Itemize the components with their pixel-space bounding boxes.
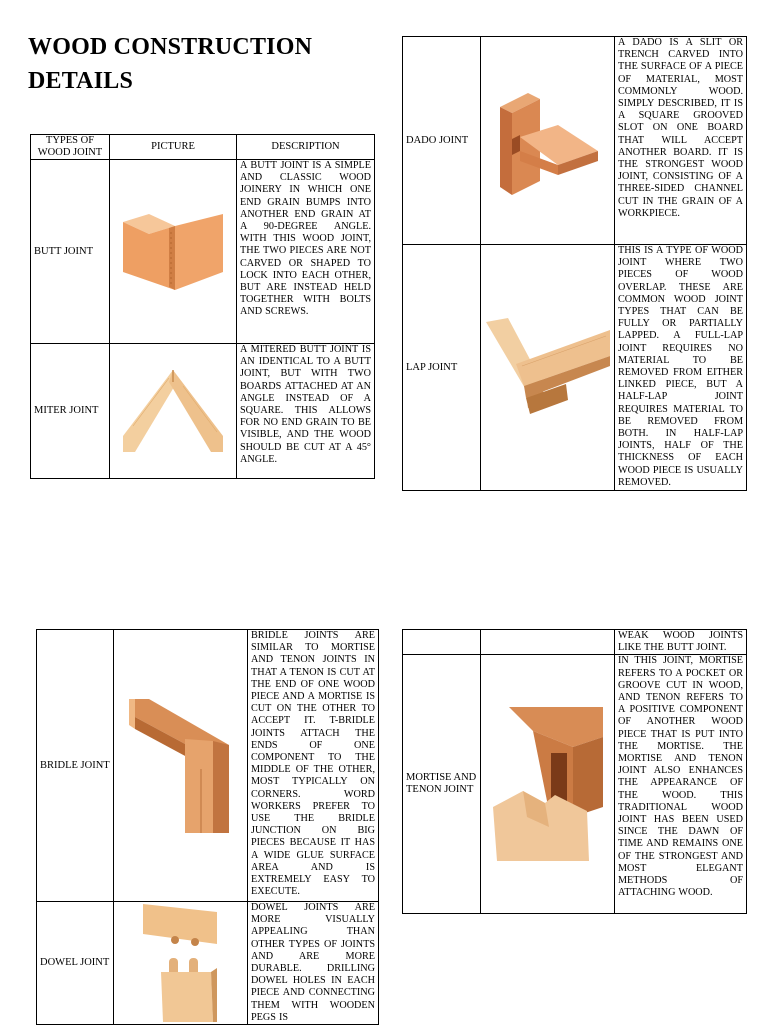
dowel-joint-picture (114, 902, 248, 1025)
bridle-joint-description: BRIDLE JOINTS ARE SIMILAR TO MORTISE AND TENON JOINTS IN THAT A TENON IS CUT AT THE END OF ONE WOOD PIECE AND A MORTISE IS CUT ON THE OTHER TO ACCEPT IT. T-BRIDLE JOINTS ATTACH THE ENDS OF ONE COMPONENT TO THE MIDDLE OF THE OTHER, MOST TYPICALLY ON CORNERS. WORD WORKERS PREFER TO USE THE BRIDLE JUNCTION ON BIG PIECES BECAUSE IT HAS A WIDE GLUE SURFACE AREA AND IS EXTREMELY EASY TO EXECUTE. (248, 630, 379, 902)
dowel-joint-illustration (141, 904, 221, 1022)
miter-joint-name: MITER JOINT (31, 344, 110, 479)
butt-joint-illustration (119, 212, 227, 292)
table-row (37, 902, 379, 1025)
butt-joint-description: A BUTT JOINT IS A SIMPLE AND CLASSIC WOOD JOINERY IN WHICH ONE END GRAIN BUMPS INTO ANOTHER END GRAIN AT A 90-DEGREE ANGLE. WITH THIS WOOD JOINT, THE TWO PIECES ARE NOT CARVED OR SHAPED TO LOCK INTO EACH OTHER, BUT ARE INSTEAD HELD TOGETHER WITH BOLTS AND SCREWS. (237, 160, 375, 344)
mortise-joint-name: MORTISE AND TENON JOINT (403, 655, 481, 914)
header-description: DESCRIPTION (237, 135, 375, 160)
bridle-joint-name: BRIDLE JOINT (37, 630, 114, 902)
continuation-picture-cell (481, 630, 615, 655)
miter-joint-illustration (123, 366, 223, 456)
dowel-joint-name: DOWEL JOINT (37, 902, 114, 1025)
table-row (31, 160, 375, 344)
table-row (403, 37, 747, 245)
butt-joint-picture (110, 160, 237, 344)
dado-joint-illustration (498, 87, 598, 195)
mortise-tenon-illustration (493, 707, 603, 861)
dowel-joint-description: DOWEL JOINTS ARE MORE VISUALLY APPEALING THAN OTHER TYPES OF JOINTS AND ARE MORE DURABLE. DRILLING DOWEL HOLES IN EACH PIECE AND CONNECTING THEM WITH WOODEN PEGS IS (248, 902, 379, 1025)
joint-table-4 (402, 629, 747, 914)
mortise-joint-picture (481, 655, 615, 914)
lap-joint-name: LAP JOINT (403, 245, 481, 491)
mortise-joint-description: IN THIS JOINT, MORTISE REFERS TO A POCKET OR GROOVE CUT IN WOOD, AND TENON REFERS TO A POSITIVE COMPONENT OF ANOTHER WOOD PIECE THAT IS PUT INTO THE MORTISE. THE MORTISE AND TENON JOINT ALSO ENHANCES THE APPEARANCE OF THE WOOD. THIS TRADITIONAL WOOD JOINT HAS BEEN USED SINCE THE DAWN OF TIME AND REMAINS ONE OF THE STRONGEST AND MOST ELEGANT METHODS OF ATTACHING WOOD. (615, 655, 747, 914)
dado-joint-description: A DADO IS A SLIT OR TRENCH CARVED INTO THE SURFACE OF A PIECE OF MATERIAL, MOST COMMONLY WOOD. SIMPLY DESCRIBED, IT IS A SQUARE GROOVED SLOT ON ONE BOARD THAT WILL ACCEPT ANOTHER BOARD. IT IS THE STRONGEST WOOD JOINT, CONSISTING OF A THREE-SIDED CHANNEL CUT IN THE GRAIN OF A WORKPIECE. (615, 37, 747, 245)
miter-joint-picture (110, 344, 237, 479)
header-types: TYPES OF WOOD JOINT (31, 135, 110, 160)
continuation-description: WEAK WOOD JOINTS LIKE THE BUTT JOINT. (615, 630, 747, 655)
bridle-joint-illustration (129, 699, 233, 833)
header-picture: PICTURE (110, 135, 237, 160)
table-row (403, 245, 747, 491)
joint-table-3 (36, 629, 379, 1025)
dado-joint-name: DADO JOINT (403, 37, 481, 245)
miter-joint-description: A MITERED BUTT JOINT IS AN IDENTICAL TO A BUTT JOINT, BUT WITH TWO BOARDS ATTACHED AT AN ANGLE INSTEAD OF A SQUARE. THIS ALLOWS FOR NO END GRAIN TO BE VISIBLE, AND THE WOOD SHOULD BE CUT AT A 45° ANGLE. (237, 344, 375, 479)
joint-table-2 (402, 36, 747, 491)
table-row (403, 630, 747, 655)
page-title (28, 30, 312, 98)
joint-table-1 (30, 134, 375, 479)
lap-joint-description: THIS IS A TYPE OF WOOD JOINT WHERE TWO PIECES OF WOOD OVERLAP. THESE ARE COMMON WOOD JOINT TYPES THAT CAN BE FULLY OR PARTIALLY LAPPED. A FULL-LAP JOINT REQUIRES NO MATERIAL TO BE REMOVED FROM EITHER LINKED PIECE, BUT A HALF-LAP JOINT REQUIRES MATERIAL TO BE REMOVED FROM BOTH. IN HALF-LAP JOINTS, HALF OF THE THICKNESS OF EACH WOOD PIECE IS USUALLY REMOVED. (615, 245, 747, 491)
butt-joint-name: BUTT JOINT (31, 160, 110, 344)
lap-joint-picture (481, 245, 615, 491)
table-row (403, 655, 747, 914)
title-line-2: DETAILS (28, 68, 133, 94)
lap-joint-illustration (486, 318, 610, 418)
continuation-name-cell (403, 630, 481, 655)
bridle-joint-picture (114, 630, 248, 902)
table-row (31, 344, 375, 479)
dado-joint-picture (481, 37, 615, 245)
title-line-1: WOOD CONSTRUCTION (28, 34, 313, 60)
table-row (37, 630, 379, 902)
